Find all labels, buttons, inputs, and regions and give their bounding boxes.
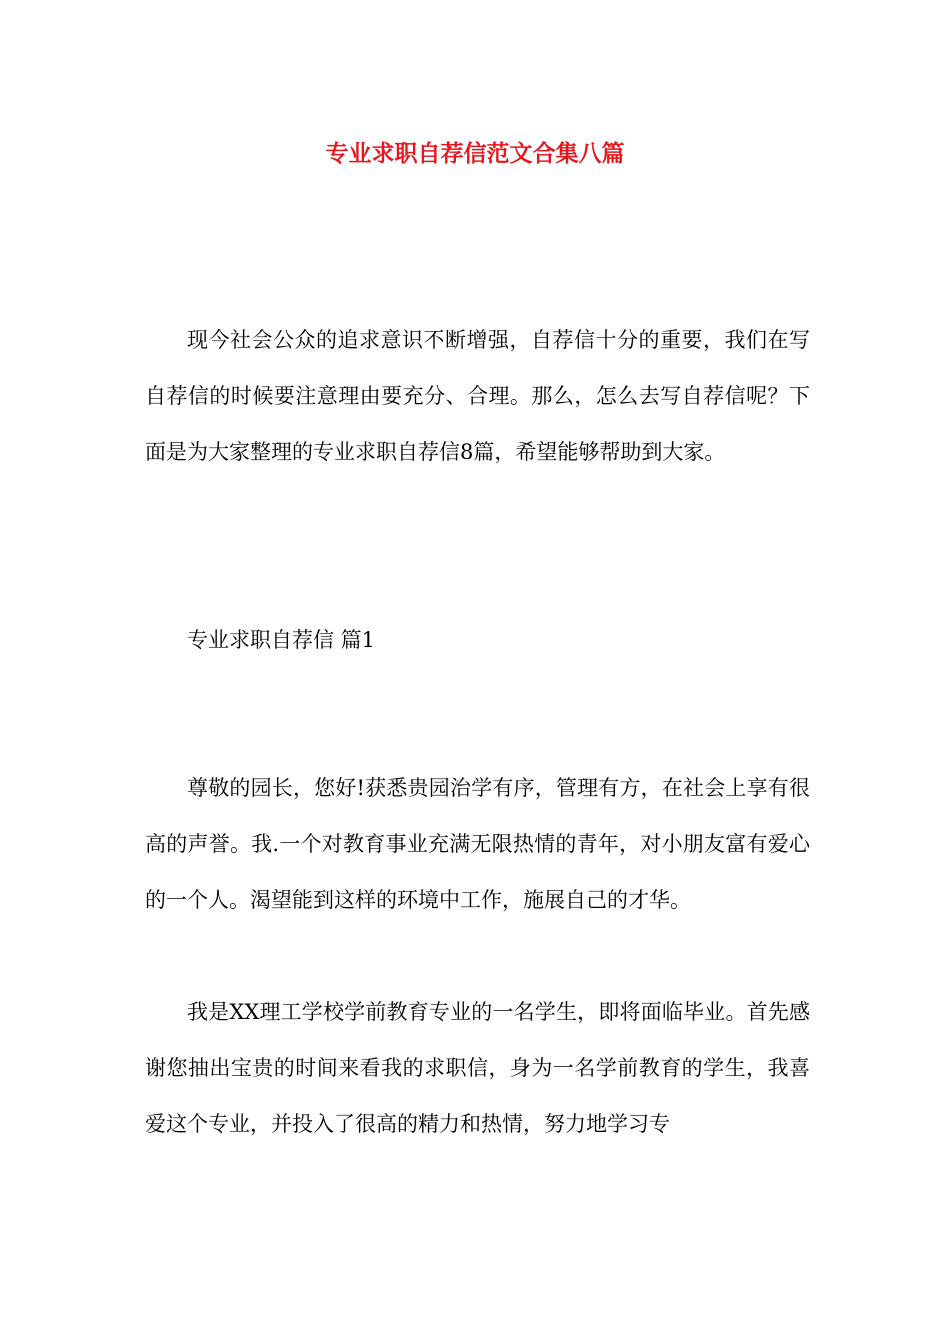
letter-paragraph: 尊敬的园长，您好!获悉贵园治学有序，管理有方，在社会上享有很高的声誉。我.一个对教育事业充满无限热情的青年，对小朋友富有爱心的一个人。渴望能到这样的环境中工作，施展自己的才华。 xyxy=(145,776,810,912)
intro-paragraph: 现今社会公众的追求意识不断增强，自荐信十分的重要，我们在写自荐信的时候要注意理由要充分、合理。那么，怎么去写自荐信呢？下面是为大家整理的专业求职自荐信8篇，希望能够帮助到大家。 xyxy=(145,328,810,464)
letter-paragraph: 我是XX理工学校学前教育专业的一名学生，即将面临毕业。首先感谢您抽出宝贵的时间来看我的求职信，身为一名学前教育的学生，我喜爱这个专业，并投入了很高的精力和热情，努力地学习专 xyxy=(145,1000,810,1136)
section-heading: 专业求职自荐信 篇1 xyxy=(187,628,376,652)
document-title: 专业求职自荐信范文合集八篇 xyxy=(325,141,625,167)
